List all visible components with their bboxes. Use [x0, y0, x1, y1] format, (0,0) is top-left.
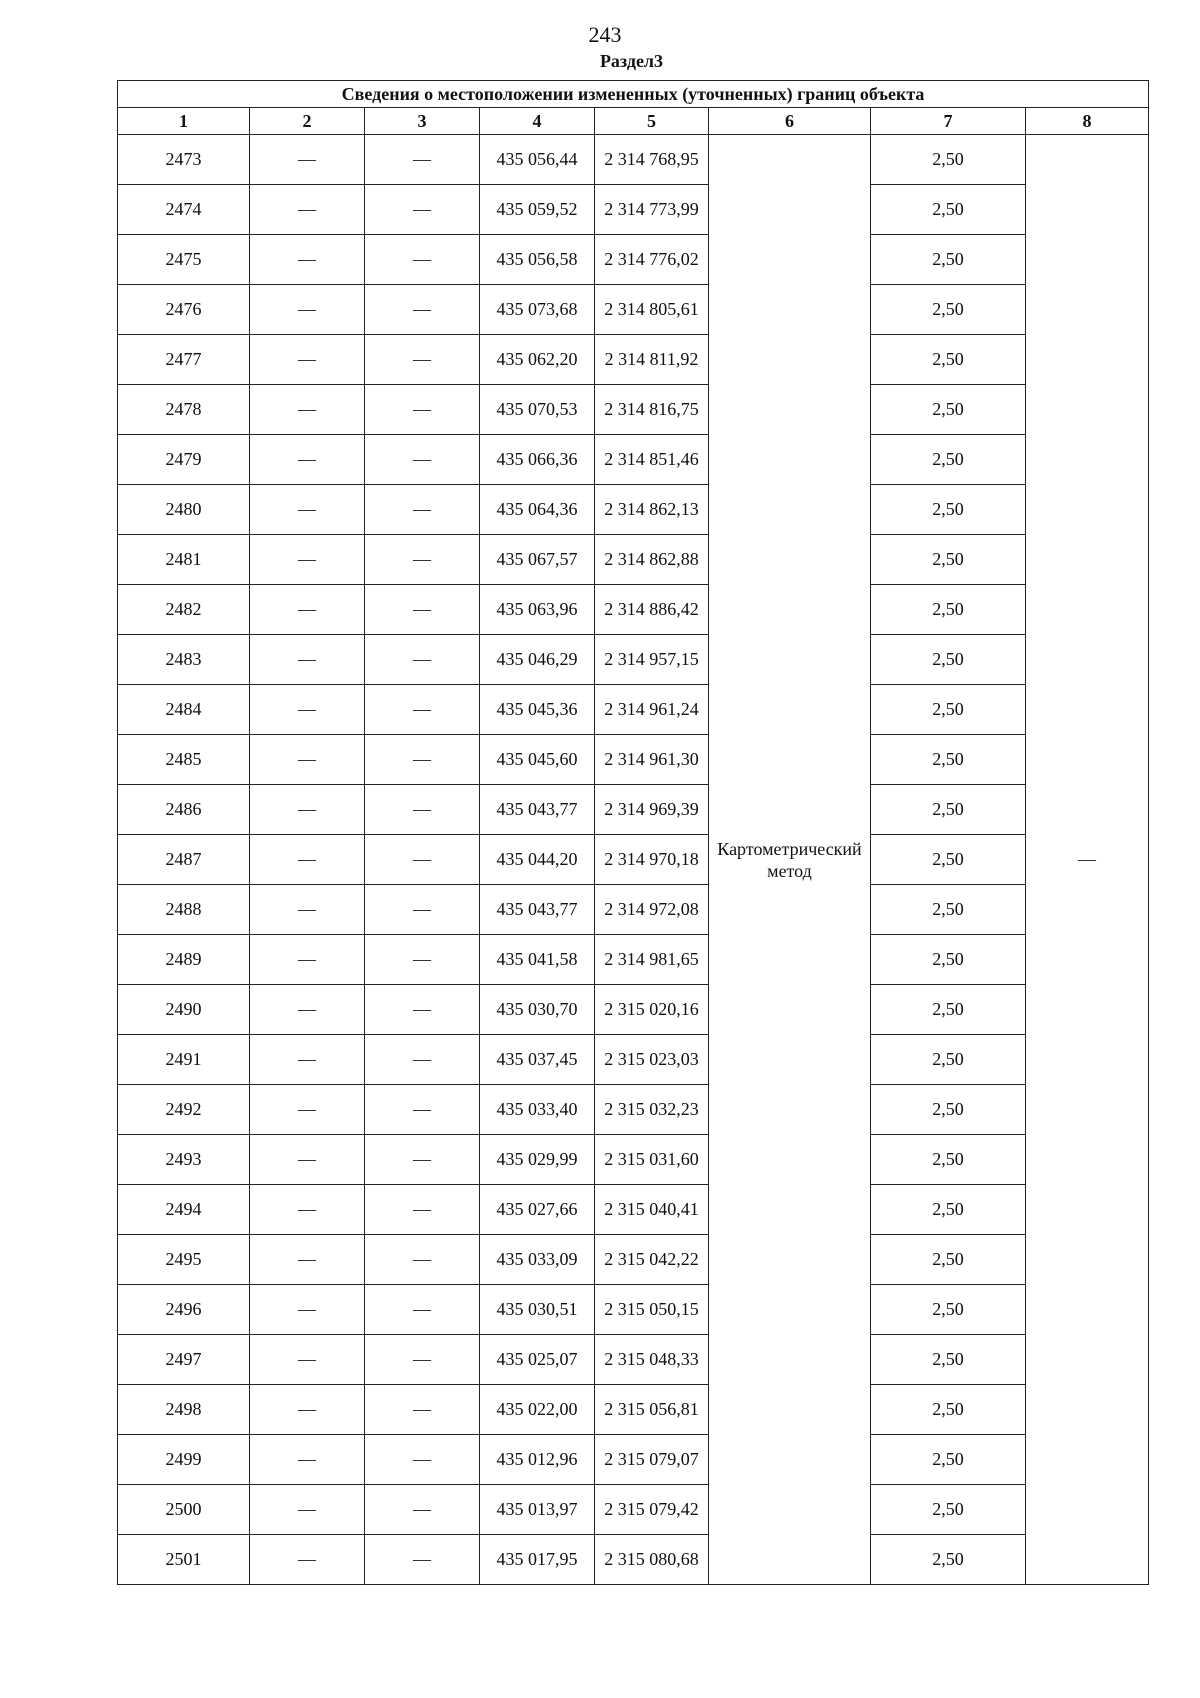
table-row — [118, 1135, 1149, 1185]
accuracy-cell: 2,50 — [871, 1185, 1026, 1235]
column-2-cell: — — [250, 185, 365, 235]
column-2-cell: — — [250, 735, 365, 785]
accuracy-cell: 2,50 — [871, 685, 1026, 735]
column-3-cell: — — [365, 885, 480, 935]
point-number-cell: 2495 — [118, 1235, 250, 1285]
column-3-cell: — — [365, 435, 480, 485]
method-cell: Картометрический метод — [709, 135, 871, 1585]
y-coordinate-cell: 2 314 768,95 — [595, 135, 709, 185]
table-row — [118, 1085, 1149, 1135]
y-coordinate-cell: 2 315 031,60 — [595, 1135, 709, 1185]
column-2-cell: — — [250, 1335, 365, 1385]
y-coordinate-cell: 2 314 970,18 — [595, 835, 709, 885]
column-3-cell: — — [365, 685, 480, 735]
table-row — [118, 935, 1149, 985]
column-number-4: 4 — [480, 108, 595, 135]
column-2-cell: — — [250, 385, 365, 435]
point-number-cell: 2493 — [118, 1135, 250, 1185]
column-3-cell: — — [365, 1385, 480, 1435]
x-coordinate-cell: 435 045,36 — [480, 685, 595, 735]
x-coordinate-cell: 435 030,70 — [480, 985, 595, 1035]
accuracy-cell: 2,50 — [871, 835, 1026, 885]
accuracy-cell: 2,50 — [871, 285, 1026, 335]
column-3-cell: — — [365, 635, 480, 685]
x-coordinate-cell: 435 056,44 — [480, 135, 595, 185]
point-number-cell: 2496 — [118, 1285, 250, 1335]
point-number-cell: 2490 — [118, 985, 250, 1035]
column-3-cell: — — [365, 1435, 480, 1485]
table-row — [118, 1535, 1149, 1585]
column-3-cell: — — [365, 235, 480, 285]
column-2-cell: — — [250, 135, 365, 185]
column-2-cell: — — [250, 1385, 365, 1435]
column-2-cell: — — [250, 335, 365, 385]
accuracy-cell: 2,50 — [871, 535, 1026, 585]
column-2-cell: — — [250, 585, 365, 635]
column-3-cell: — — [365, 535, 480, 585]
table-row — [118, 1335, 1149, 1385]
table-row — [118, 1035, 1149, 1085]
column-3-cell: — — [365, 935, 480, 985]
accuracy-cell: 2,50 — [871, 135, 1026, 185]
accuracy-cell: 2,50 — [871, 185, 1026, 235]
column-3-cell: — — [365, 335, 480, 385]
column-2-cell: — — [250, 685, 365, 735]
accuracy-cell: 2,50 — [871, 335, 1026, 385]
point-number-cell: 2487 — [118, 835, 250, 885]
x-coordinate-cell: 435 070,53 — [480, 385, 595, 435]
column-2-cell: — — [250, 635, 365, 685]
table-caption: Сведения о местоположении измененных (уточненных) границ объекта — [118, 81, 1149, 108]
column-number-3: 3 — [365, 108, 480, 135]
point-number-cell: 2489 — [118, 935, 250, 985]
point-number-cell: 2476 — [118, 285, 250, 335]
column-number-8: 8 — [1026, 108, 1149, 135]
x-coordinate-cell: 435 066,36 — [480, 435, 595, 485]
x-coordinate-cell: 435 046,29 — [480, 635, 595, 685]
point-number-cell: 2482 — [118, 585, 250, 635]
y-coordinate-cell: 2 315 048,33 — [595, 1335, 709, 1385]
y-coordinate-cell: 2 314 776,02 — [595, 235, 709, 285]
column-3-cell: — — [365, 385, 480, 435]
point-number-cell: 2473 — [118, 135, 250, 185]
column-3-cell: — — [365, 1035, 480, 1085]
accuracy-cell: 2,50 — [871, 1535, 1026, 1585]
column-3-cell: — — [365, 135, 480, 185]
point-number-cell: 2500 — [118, 1485, 250, 1535]
point-number-cell: 2475 — [118, 235, 250, 285]
table-row — [118, 735, 1149, 785]
y-coordinate-cell: 2 314 811,92 — [595, 335, 709, 385]
y-coordinate-cell: 2 314 969,39 — [595, 785, 709, 835]
column-3-cell: — — [365, 735, 480, 785]
y-coordinate-cell: 2 315 080,68 — [595, 1535, 709, 1585]
accuracy-cell: 2,50 — [871, 1135, 1026, 1185]
y-coordinate-cell: 2 314 862,88 — [595, 535, 709, 585]
x-coordinate-cell: 435 033,09 — [480, 1235, 595, 1285]
column-number-7: 7 — [871, 108, 1026, 135]
table-row — [118, 385, 1149, 435]
table-row — [118, 1435, 1149, 1485]
point-number-cell: 2488 — [118, 885, 250, 935]
column-3-cell: — — [365, 1335, 480, 1385]
point-number-cell: 2477 — [118, 335, 250, 385]
column-2-cell: — — [250, 285, 365, 335]
point-number-cell: 2483 — [118, 635, 250, 685]
point-number-cell: 2491 — [118, 1035, 250, 1085]
column-3-cell: — — [365, 1085, 480, 1135]
table-row — [118, 1485, 1149, 1535]
y-coordinate-cell: 2 314 816,75 — [595, 385, 709, 435]
column-number-1: 1 — [118, 108, 250, 135]
accuracy-cell: 2,50 — [871, 885, 1026, 935]
column-3-cell: — — [365, 785, 480, 835]
x-coordinate-cell: 435 073,68 — [480, 285, 595, 335]
column-2-cell: — — [250, 985, 365, 1035]
accuracy-cell: 2,50 — [871, 1035, 1026, 1085]
table-row — [118, 1285, 1149, 1335]
table-body — [118, 135, 1149, 1585]
x-coordinate-cell: 435 041,58 — [480, 935, 595, 985]
accuracy-cell: 2,50 — [871, 235, 1026, 285]
x-coordinate-cell: 435 062,20 — [480, 335, 595, 385]
accuracy-cell: 2,50 — [871, 935, 1026, 985]
section-title: Раздел3 — [599, 51, 664, 71]
column-number-5: 5 — [595, 108, 709, 135]
point-number-cell: 2474 — [118, 185, 250, 235]
accuracy-cell: 2,50 — [871, 435, 1026, 485]
y-coordinate-cell: 2 315 042,22 — [595, 1235, 709, 1285]
y-coordinate-cell: 2 315 079,07 — [595, 1435, 709, 1485]
accuracy-cell: 2,50 — [871, 985, 1026, 1035]
accuracy-cell: 2,50 — [871, 385, 1026, 435]
coordinates-table — [117, 80, 1149, 1585]
y-coordinate-cell: 2 314 961,24 — [595, 685, 709, 735]
x-coordinate-cell: 435 064,36 — [480, 485, 595, 535]
point-number-cell: 2478 — [118, 385, 250, 435]
column-3-cell: — — [365, 985, 480, 1035]
point-number-cell: 2492 — [118, 1085, 250, 1135]
accuracy-cell: 2,50 — [871, 1085, 1026, 1135]
accuracy-cell: 2,50 — [871, 1435, 1026, 1485]
y-coordinate-cell: 2 314 957,15 — [595, 635, 709, 685]
column-3-cell: — — [365, 1235, 480, 1285]
table-row — [118, 1185, 1149, 1235]
column-3-cell: — — [365, 585, 480, 635]
table-row — [118, 485, 1149, 535]
table-row — [118, 285, 1149, 335]
accuracy-cell: 2,50 — [871, 1385, 1026, 1435]
page-number: 243 — [588, 22, 622, 47]
accuracy-cell: 2,50 — [871, 785, 1026, 835]
table-row — [118, 535, 1149, 585]
column-number-2: 2 — [250, 108, 365, 135]
x-coordinate-cell: 435 025,07 — [480, 1335, 595, 1385]
accuracy-cell: 2,50 — [871, 485, 1026, 535]
y-coordinate-cell: 2 315 020,16 — [595, 985, 709, 1035]
column-3-cell: — — [365, 185, 480, 235]
x-coordinate-cell: 435 030,51 — [480, 1285, 595, 1335]
point-number-cell: 2497 — [118, 1335, 250, 1385]
x-coordinate-cell: 435 012,96 — [480, 1435, 595, 1485]
accuracy-cell: 2,50 — [871, 1285, 1026, 1335]
point-number-cell: 2486 — [118, 785, 250, 835]
point-number-cell: 2494 — [118, 1185, 250, 1235]
accuracy-cell: 2,50 — [871, 1485, 1026, 1535]
column-3-cell: — — [365, 285, 480, 335]
column-3-cell: — — [365, 1485, 480, 1535]
column-2-cell: — — [250, 1435, 365, 1485]
x-coordinate-cell: 435 043,77 — [480, 885, 595, 935]
y-coordinate-cell: 2 314 805,61 — [595, 285, 709, 335]
column-2-cell: — — [250, 235, 365, 285]
point-number-cell: 2485 — [118, 735, 250, 785]
y-coordinate-cell: 2 315 040,41 — [595, 1185, 709, 1235]
accuracy-cell: 2,50 — [871, 735, 1026, 785]
column-2-cell: — — [250, 485, 365, 535]
table-row — [118, 235, 1149, 285]
x-coordinate-cell: 435 033,40 — [480, 1085, 595, 1135]
y-coordinate-cell: 2 314 961,30 — [595, 735, 709, 785]
x-coordinate-cell: 435 027,66 — [480, 1185, 595, 1235]
y-coordinate-cell: 2 315 079,42 — [595, 1485, 709, 1535]
accuracy-cell: 2,50 — [871, 635, 1026, 685]
x-coordinate-cell: 435 017,95 — [480, 1535, 595, 1585]
y-coordinate-cell: 2 314 862,13 — [595, 485, 709, 535]
table-row — [118, 585, 1149, 635]
x-coordinate-cell: 435 044,20 — [480, 835, 595, 885]
y-coordinate-cell: 2 314 886,42 — [595, 585, 709, 635]
column-3-cell: — — [365, 1185, 480, 1235]
x-coordinate-cell: 435 043,77 — [480, 785, 595, 835]
table-row — [118, 135, 1149, 185]
column-2-cell: — — [250, 885, 365, 935]
column-2-cell: — — [250, 935, 365, 985]
column-2-cell: — — [250, 1235, 365, 1285]
table-row — [118, 635, 1149, 685]
y-coordinate-cell: 2 314 851,46 — [595, 435, 709, 485]
column-3-cell: — — [365, 1285, 480, 1335]
column-8-cell: — — [1026, 135, 1149, 1585]
x-coordinate-cell: 435 063,96 — [480, 585, 595, 635]
point-number-cell: 2484 — [118, 685, 250, 735]
y-coordinate-cell: 2 315 056,81 — [595, 1385, 709, 1435]
column-2-cell: — — [250, 1035, 365, 1085]
table-row — [118, 1385, 1149, 1435]
column-2-cell: — — [250, 785, 365, 835]
point-number-cell: 2481 — [118, 535, 250, 585]
point-number-cell: 2499 — [118, 1435, 250, 1485]
column-2-cell: — — [250, 1185, 365, 1235]
table-row — [118, 835, 1149, 885]
column-2-cell: — — [250, 535, 365, 585]
column-2-cell: — — [250, 1085, 365, 1135]
column-3-cell: — — [365, 1535, 480, 1585]
accuracy-cell: 2,50 — [871, 1235, 1026, 1285]
y-coordinate-cell: 2 315 050,15 — [595, 1285, 709, 1335]
column-2-cell: — — [250, 1535, 365, 1585]
table-row — [118, 435, 1149, 485]
point-number-cell: 2480 — [118, 485, 250, 535]
column-2-cell: — — [250, 435, 365, 485]
y-coordinate-cell: 2 314 981,65 — [595, 935, 709, 985]
column-3-cell: — — [365, 1135, 480, 1185]
table-row — [118, 985, 1149, 1035]
table-row — [118, 335, 1149, 385]
x-coordinate-cell: 435 045,60 — [480, 735, 595, 785]
column-2-cell: — — [250, 1135, 365, 1185]
y-coordinate-cell: 2 314 972,08 — [595, 885, 709, 935]
column-3-cell: — — [365, 485, 480, 535]
accuracy-cell: 2,50 — [871, 585, 1026, 635]
y-coordinate-cell: 2 314 773,99 — [595, 185, 709, 235]
table-row — [118, 885, 1149, 935]
x-coordinate-cell: 435 056,58 — [480, 235, 595, 285]
column-2-cell: — — [250, 835, 365, 885]
x-coordinate-cell: 435 037,45 — [480, 1035, 595, 1085]
table-row — [118, 1235, 1149, 1285]
x-coordinate-cell: 435 067,57 — [480, 535, 595, 585]
table-row — [118, 185, 1149, 235]
x-coordinate-cell: 435 029,99 — [480, 1135, 595, 1185]
point-number-cell: 2498 — [118, 1385, 250, 1435]
accuracy-cell: 2,50 — [871, 1335, 1026, 1385]
column-2-cell: — — [250, 1285, 365, 1335]
x-coordinate-cell: 435 013,97 — [480, 1485, 595, 1535]
column-number-6: 6 — [709, 108, 871, 135]
column-3-cell: — — [365, 835, 480, 885]
column-2-cell: — — [250, 1485, 365, 1535]
point-number-cell: 2501 — [118, 1535, 250, 1585]
point-number-cell: 2479 — [118, 435, 250, 485]
y-coordinate-cell: 2 315 023,03 — [595, 1035, 709, 1085]
x-coordinate-cell: 435 022,00 — [480, 1385, 595, 1435]
table-row — [118, 785, 1149, 835]
y-coordinate-cell: 2 315 032,23 — [595, 1085, 709, 1135]
x-coordinate-cell: 435 059,52 — [480, 185, 595, 235]
table-row — [118, 685, 1149, 735]
